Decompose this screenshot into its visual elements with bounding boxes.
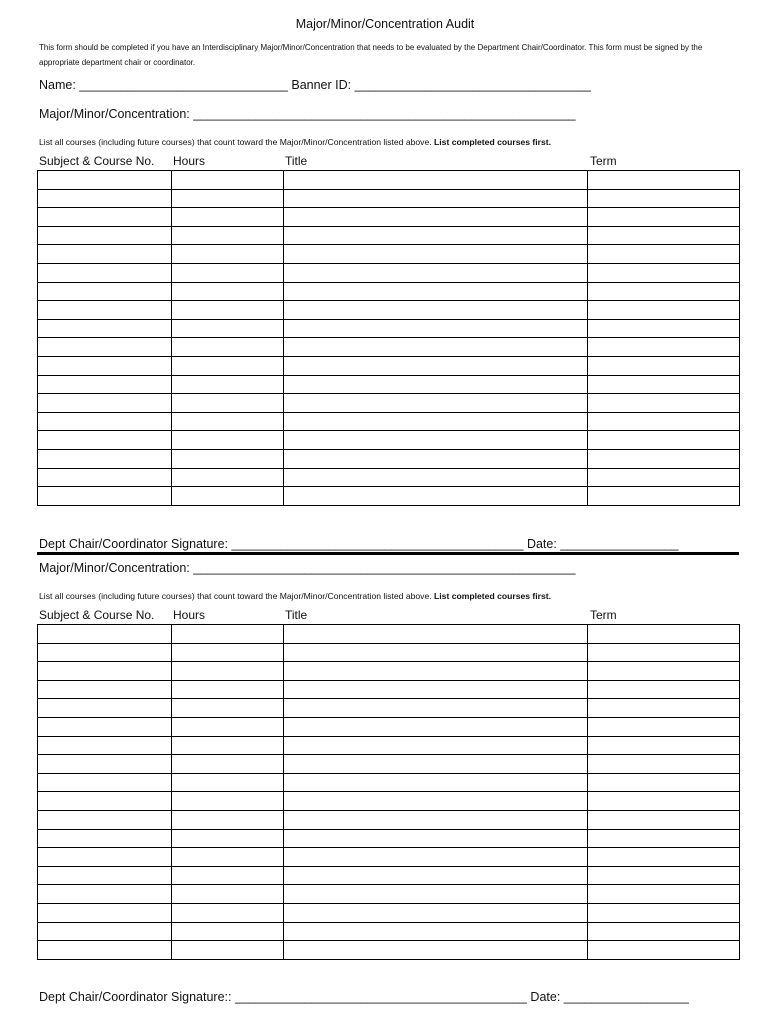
hours-cell[interactable]: [172, 282, 284, 301]
term-cell[interactable]: [588, 394, 740, 413]
subject-cell[interactable]: [38, 301, 172, 320]
title-cell[interactable]: [284, 487, 588, 506]
banner-id-label: Banner ID:: [291, 78, 352, 92]
col-header-hours-2: Hours: [173, 608, 206, 622]
instruction-2: [39, 591, 551, 601]
term-cell[interactable]: [588, 412, 740, 431]
hours-cell[interactable]: [172, 189, 284, 208]
instruction-1: [39, 137, 551, 147]
title-cell[interactable]: [284, 338, 588, 357]
subject-cell[interactable]: [38, 412, 172, 431]
title-cell[interactable]: [284, 375, 588, 394]
table-row: [38, 643, 740, 662]
hours-cell[interactable]: [172, 412, 284, 431]
title-cell[interactable]: [284, 226, 588, 245]
title-cell[interactable]: [284, 301, 588, 320]
title-cell[interactable]: [284, 662, 588, 681]
hours-cell[interactable]: [172, 699, 284, 718]
term-cell[interactable]: [588, 171, 740, 190]
hours-cell[interactable]: [172, 375, 284, 394]
term-cell[interactable]: [588, 263, 740, 282]
subject-cell[interactable]: [38, 680, 172, 699]
term-cell[interactable]: [588, 431, 740, 450]
subject-cell[interactable]: [38, 226, 172, 245]
col-header-term-1: Term: [590, 154, 617, 168]
course-table-2: [37, 624, 740, 960]
concentration-label-2: Major/Minor/Concentration:: [39, 561, 190, 575]
table-row: [38, 773, 740, 792]
title-cell[interactable]: [284, 394, 588, 413]
title-cell[interactable]: [284, 866, 588, 885]
title-cell[interactable]: [284, 792, 588, 811]
term-cell[interactable]: [588, 755, 740, 774]
table-row: [38, 866, 740, 885]
title-cell[interactable]: [284, 848, 588, 867]
title-cell[interactable]: [284, 263, 588, 282]
subject-cell[interactable]: [38, 338, 172, 357]
subject-cell[interactable]: [38, 773, 172, 792]
table-row: [38, 941, 740, 960]
hours-cell[interactable]: [172, 662, 284, 681]
col-header-term-2: Term: [590, 608, 617, 622]
hours-cell[interactable]: [172, 431, 284, 450]
col-header-title-2: Title: [285, 608, 308, 622]
table-row: [38, 245, 740, 264]
hours-cell[interactable]: [172, 866, 284, 885]
title-cell[interactable]: [284, 717, 588, 736]
term-cell[interactable]: [588, 810, 740, 829]
term-cell[interactable]: [588, 356, 740, 375]
table-row: [38, 810, 740, 829]
col-header-subject-1: Subject & Course No.: [39, 154, 155, 168]
subject-cell[interactable]: [38, 208, 172, 227]
table-row: [38, 319, 740, 338]
title-cell[interactable]: [284, 922, 588, 941]
title-cell[interactable]: [284, 773, 588, 792]
subject-cell[interactable]: [38, 625, 172, 644]
table-row: [38, 662, 740, 681]
subject-cell[interactable]: [38, 375, 172, 394]
term-cell[interactable]: [588, 866, 740, 885]
subject-cell[interactable]: [38, 736, 172, 755]
table-row: [38, 699, 740, 718]
title-cell[interactable]: [284, 810, 588, 829]
hours-cell[interactable]: [172, 625, 284, 644]
term-cell[interactable]: [588, 792, 740, 811]
table-row: [38, 356, 740, 375]
hours-cell[interactable]: [172, 848, 284, 867]
course-table-1: [37, 170, 740, 506]
subject-cell[interactable]: [38, 792, 172, 811]
subject-cell[interactable]: [38, 662, 172, 681]
title-cell[interactable]: [284, 431, 588, 450]
subject-cell[interactable]: [38, 643, 172, 662]
term-cell[interactable]: [588, 226, 740, 245]
hours-cell[interactable]: [172, 468, 284, 487]
table-row: [38, 394, 740, 413]
title-cell[interactable]: [284, 449, 588, 468]
hours-cell[interactable]: [172, 226, 284, 245]
hours-cell[interactable]: [172, 263, 284, 282]
subject-cell[interactable]: [38, 829, 172, 848]
hours-cell[interactable]: [172, 487, 284, 506]
name-banner-row: [39, 78, 591, 92]
subject-cell[interactable]: [38, 885, 172, 904]
title-cell[interactable]: [284, 208, 588, 227]
table-row: [38, 282, 740, 301]
hours-cell[interactable]: [172, 449, 284, 468]
term-cell[interactable]: [588, 717, 740, 736]
term-cell[interactable]: [588, 449, 740, 468]
table-row: [38, 680, 740, 699]
term-cell[interactable]: [588, 903, 740, 922]
subject-cell[interactable]: [38, 356, 172, 375]
form-title: Major/Minor/Concentration Audit: [295, 17, 475, 31]
concentration-field-1[interactable]: _______________________________________________________: [193, 107, 576, 121]
term-cell[interactable]: [588, 941, 740, 960]
signature-label-2: Dept Chair/Coordinator Signature::: [39, 990, 232, 1004]
signature-field-2[interactable]: __________________________________________: [234, 990, 527, 1004]
table-row: [38, 922, 740, 941]
concentration-field-2[interactable]: _______________________________________________________: [193, 561, 576, 575]
hours-cell[interactable]: [172, 717, 284, 736]
title-cell[interactable]: [284, 468, 588, 487]
subject-cell[interactable]: [38, 866, 172, 885]
signature-field-1[interactable]: __________________________________________: [231, 537, 524, 551]
signature-label-1: Dept Chair/Coordinator Signature:: [39, 537, 228, 551]
concentration-label-1: Major/Minor/Concentration:: [39, 107, 190, 121]
subject-cell[interactable]: [38, 449, 172, 468]
col-header-hours-1: Hours: [173, 154, 206, 168]
term-cell[interactable]: [588, 662, 740, 681]
hours-cell[interactable]: [172, 773, 284, 792]
table-row: [38, 755, 740, 774]
date-field-2[interactable]: __________________: [563, 990, 689, 1004]
instruction-emphasis-2: List completed courses first.: [434, 591, 552, 601]
title-cell[interactable]: [284, 625, 588, 644]
title-cell[interactable]: [284, 171, 588, 190]
term-cell[interactable]: [588, 699, 740, 718]
instruction-text-1: List all courses (including future courses) that count toward the Major/Minor/Concentration listed above.: [39, 137, 432, 147]
title-cell[interactable]: [284, 282, 588, 301]
subject-cell[interactable]: [38, 717, 172, 736]
table-row: [38, 736, 740, 755]
title-cell[interactable]: [284, 699, 588, 718]
subject-cell[interactable]: [38, 848, 172, 867]
term-cell[interactable]: [588, 319, 740, 338]
term-cell[interactable]: [588, 338, 740, 357]
table-row: [38, 208, 740, 227]
hours-cell[interactable]: [172, 208, 284, 227]
subject-cell[interactable]: [38, 394, 172, 413]
title-cell[interactable]: [284, 903, 588, 922]
hours-cell[interactable]: [172, 736, 284, 755]
title-cell[interactable]: [284, 643, 588, 662]
subject-cell[interactable]: [38, 468, 172, 487]
date-label-2: Date:: [530, 990, 561, 1004]
signature-row-2: [39, 990, 689, 1004]
table-row: [38, 226, 740, 245]
term-cell[interactable]: [588, 208, 740, 227]
term-cell[interactable]: [588, 680, 740, 699]
hours-cell[interactable]: [172, 755, 284, 774]
subject-cell[interactable]: [38, 922, 172, 941]
concentration-row-1: [39, 107, 576, 121]
subject-cell[interactable]: [38, 810, 172, 829]
table-row: [38, 625, 740, 644]
title-cell[interactable]: [284, 829, 588, 848]
table-row: [38, 301, 740, 320]
table-row: [38, 885, 740, 904]
form-intro: This form should be completed if you have an Interdisciplinary Major/Minor/Concentration that needs to be evaluated by the Department Chair/Coordinator. This form must be signed by the appropriate department chair or coordinator.: [39, 43, 703, 67]
term-cell[interactable]: [588, 848, 740, 867]
table-row: [38, 338, 740, 357]
hours-cell[interactable]: [172, 319, 284, 338]
subject-cell[interactable]: [38, 941, 172, 960]
concentration-row-2: [39, 561, 576, 575]
table-row: [38, 449, 740, 468]
hours-cell[interactable]: [172, 245, 284, 264]
subject-cell[interactable]: [38, 282, 172, 301]
term-cell[interactable]: [588, 282, 740, 301]
table-row: [38, 431, 740, 450]
hours-cell[interactable]: [172, 338, 284, 357]
name-label: Name:: [39, 78, 76, 92]
subject-cell[interactable]: [38, 903, 172, 922]
table-row: [38, 263, 740, 282]
subject-cell[interactable]: [38, 755, 172, 774]
subject-cell[interactable]: [38, 189, 172, 208]
table-row: [38, 717, 740, 736]
col-header-title-1: Title: [285, 154, 308, 168]
term-cell[interactable]: [588, 625, 740, 644]
title-cell[interactable]: [284, 189, 588, 208]
hours-cell[interactable]: [172, 643, 284, 662]
term-cell[interactable]: [588, 885, 740, 904]
hours-cell[interactable]: [172, 356, 284, 375]
instruction-text-2: List all courses (including future courses) that count toward the Major/Minor/Concentration listed above.: [39, 591, 432, 601]
term-cell[interactable]: [588, 736, 740, 755]
term-cell[interactable]: [588, 922, 740, 941]
hours-cell[interactable]: [172, 810, 284, 829]
term-cell[interactable]: [588, 245, 740, 264]
term-cell[interactable]: [588, 829, 740, 848]
subject-cell[interactable]: [38, 319, 172, 338]
table-row: [38, 412, 740, 431]
subject-cell[interactable]: [38, 431, 172, 450]
subject-cell[interactable]: [38, 245, 172, 264]
name-field[interactable]: ______________________________: [79, 78, 288, 92]
table-row: [38, 189, 740, 208]
title-cell[interactable]: [284, 356, 588, 375]
instruction-emphasis-1: List completed courses first.: [434, 137, 552, 147]
table-row: [38, 829, 740, 848]
term-cell[interactable]: [588, 468, 740, 487]
hours-cell[interactable]: [172, 301, 284, 320]
title-cell[interactable]: [284, 245, 588, 264]
col-header-subject-2: Subject & Course No.: [39, 608, 155, 622]
section-divider: [37, 552, 739, 555]
table-row: [38, 792, 740, 811]
signature-row-1: [39, 537, 679, 551]
title-cell[interactable]: [284, 736, 588, 755]
subject-cell[interactable]: [38, 699, 172, 718]
hours-cell[interactable]: [172, 171, 284, 190]
hours-cell[interactable]: [172, 829, 284, 848]
table-row: [38, 487, 740, 506]
hours-cell[interactable]: [172, 680, 284, 699]
title-cell[interactable]: [284, 755, 588, 774]
title-cell[interactable]: [284, 412, 588, 431]
hours-cell[interactable]: [172, 903, 284, 922]
table-row: [38, 468, 740, 487]
term-cell[interactable]: [588, 189, 740, 208]
subject-cell[interactable]: [38, 263, 172, 282]
table-row: [38, 848, 740, 867]
date-field-1[interactable]: _________________: [560, 537, 679, 551]
title-cell[interactable]: [284, 319, 588, 338]
hours-cell[interactable]: [172, 941, 284, 960]
term-cell[interactable]: [588, 487, 740, 506]
hours-cell[interactable]: [172, 885, 284, 904]
subject-cell[interactable]: [38, 171, 172, 190]
table-row: [38, 375, 740, 394]
hours-cell[interactable]: [172, 792, 284, 811]
term-cell[interactable]: [588, 643, 740, 662]
title-cell[interactable]: [284, 885, 588, 904]
table-row: [38, 903, 740, 922]
title-cell[interactable]: [284, 941, 588, 960]
term-cell[interactable]: [588, 375, 740, 394]
subject-cell[interactable]: [38, 487, 172, 506]
hours-cell[interactable]: [172, 394, 284, 413]
hours-cell[interactable]: [172, 922, 284, 941]
title-cell[interactable]: [284, 680, 588, 699]
date-label-1: Date:: [526, 537, 557, 551]
term-cell[interactable]: [588, 301, 740, 320]
term-cell[interactable]: [588, 773, 740, 792]
table-row: [38, 171, 740, 190]
banner-id-field[interactable]: __________________________________: [354, 78, 591, 92]
